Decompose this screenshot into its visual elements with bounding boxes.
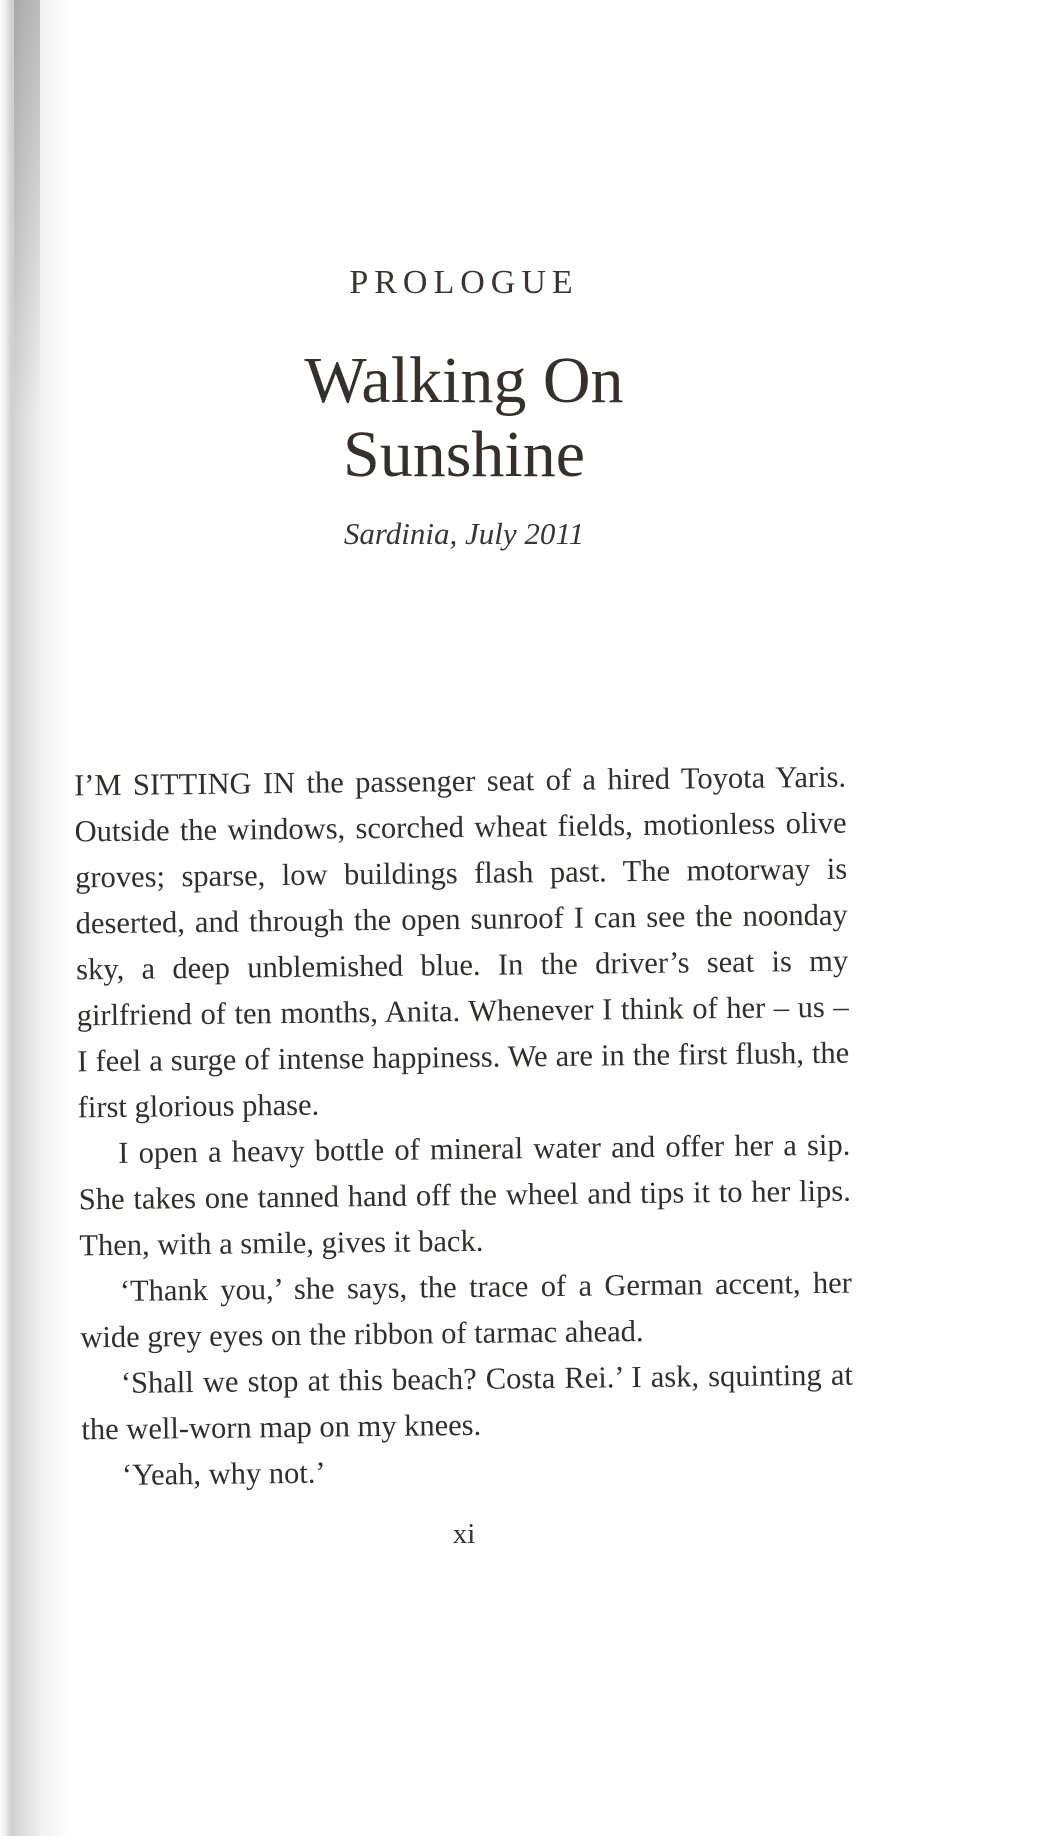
- body-paragraph: I’M SITTING IN the passenger seat of a hired Toyota Yaris. Outside the windows, scorched wheat fields, motionless olive groves; sparse, low buildings flash past. The motorway is deserted, and through the open sunroof I can see the noonday sky, a deep unblemished blue. In the driver’s seat is my girlfriend of ten months, Anita. Whenever I think of her – us – I feel a surge of intense happiness. We are in the first flush, the first glorious phase.: [73, 759, 850, 1125]
- prologue-heading: PROLOGUE: [349, 264, 579, 301]
- body-paragraph: I open a heavy bottle of mineral water and offer her a sip. She takes one tanned hand off the wheel and tips it to her lips. Then, with a smile, gives it back.: [78, 1127, 851, 1263]
- body-paragraph: ‘Shall we stop at this beach? Costa Rei.’ I ask, squinting at the well-worn map on my knees.: [81, 1357, 854, 1447]
- page-content: [73, 0, 854, 1836]
- chapter-title-line-2: Sunshine: [342, 417, 586, 491]
- page-number: xi: [452, 1518, 476, 1550]
- body-text: [74, 753, 854, 1498]
- chapter-title: [78, 344, 850, 492]
- scan-binding-shadow: [0, 0, 72, 1836]
- chapter-subtitle: Sardinia, July 2011: [343, 515, 585, 551]
- chapter-title-line-1: Walking On: [304, 344, 624, 417]
- body-paragraph: ‘Thank you,’ she says, the trace of a German accent, her wide grey eyes on the ribbon of tarmac ahead.: [80, 1265, 852, 1355]
- body-paragraph: ‘Yeah, why not.’: [121, 1455, 326, 1492]
